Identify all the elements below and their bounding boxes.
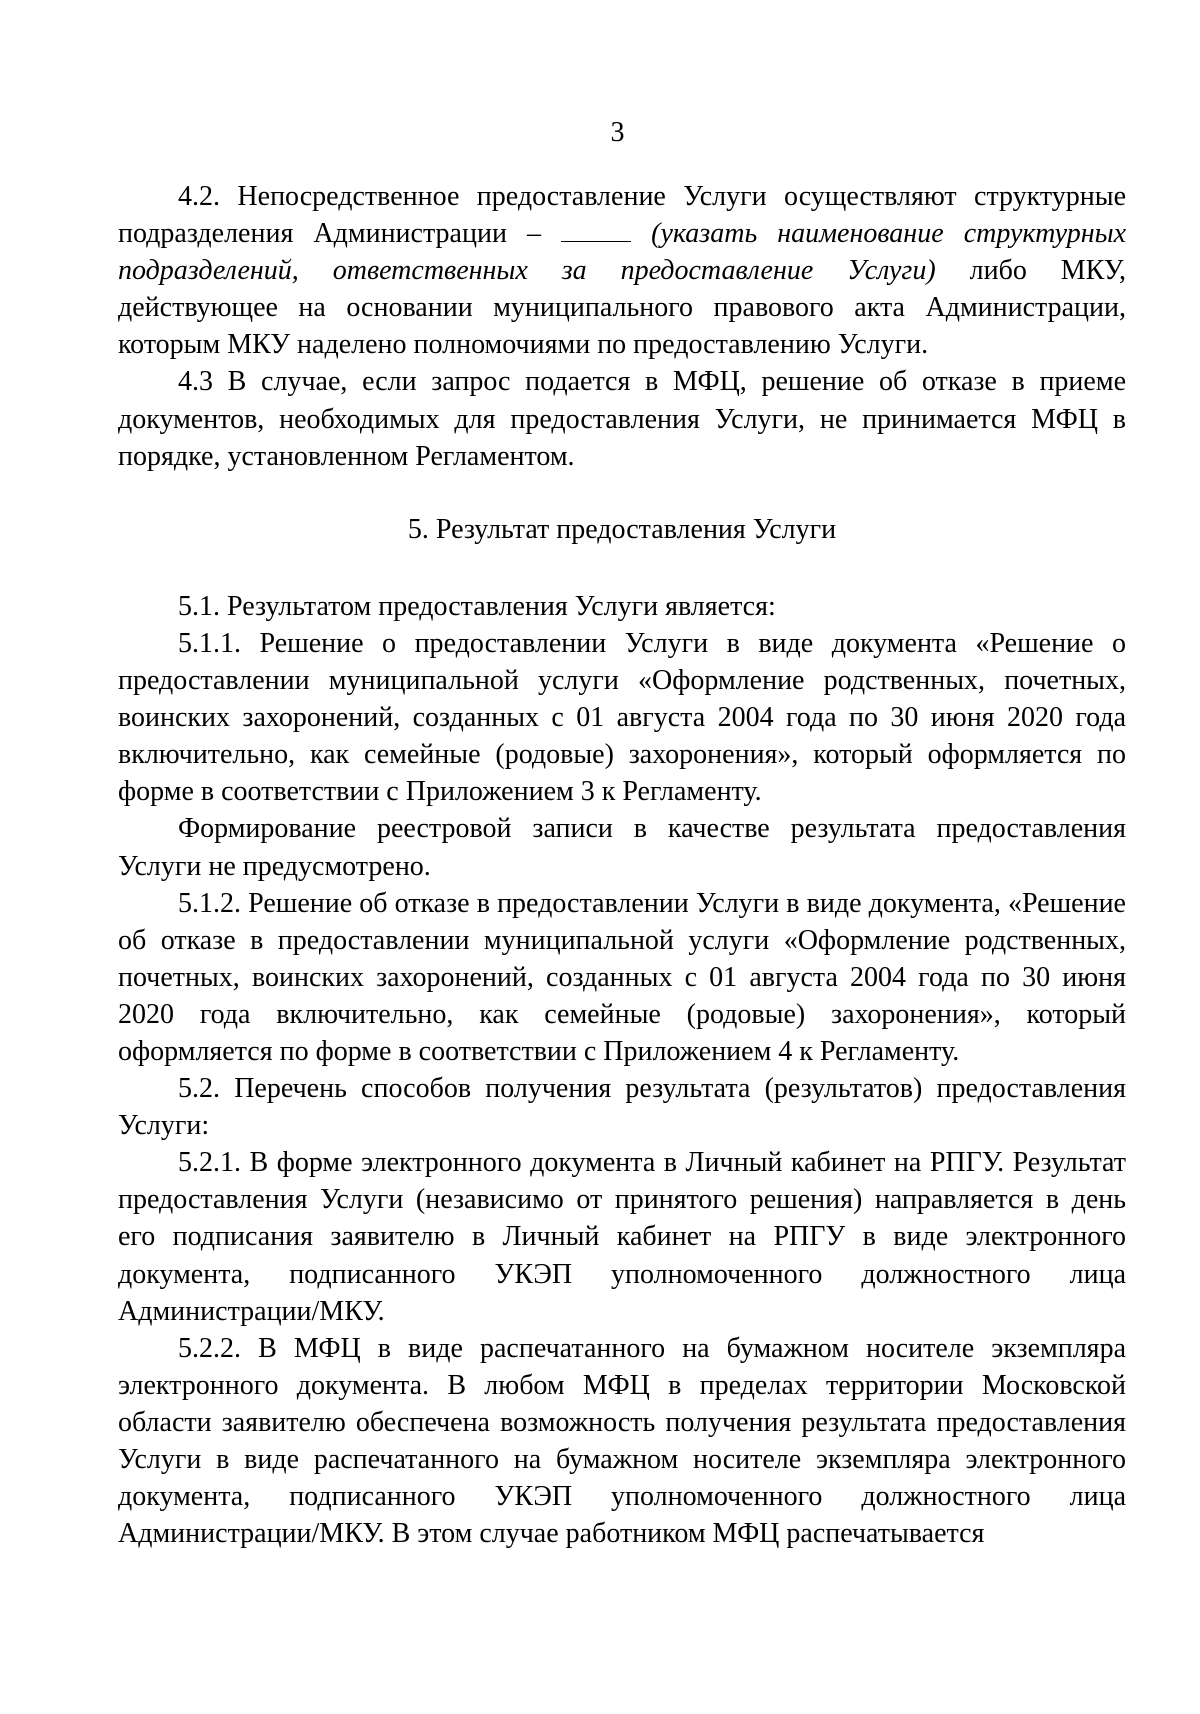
paragraph-5-1-1: 5.1.1. Решение о предоставлении Услуги в виде документа «Решение о предоставлении муниципальной услуги «Оформление родственных, почетных, воинских захоронений, созданных с 01 августа 2004 года по 30 июня 2020 года включительно, как семейные (родовые) захоронения», который оформляется по форме в соответствии с Приложением 3 к Регламенту. xyxy=(118,627,1126,808)
paragraph-4-3: 4.3 В случае, если запрос подается в МФЦ, решение об отказе в приеме документов, необходимых для предоставления Услуги, не принимается МФЦ в порядке, установленном Регламентом. xyxy=(118,366,1126,472)
blank-field-line xyxy=(561,219,631,242)
paragraph-5-2-1: 5.2.1. В форме электронного документа в Личный кабинет на РПГУ. Результат предоставления Услуги (независимо от принятого решения) направляется в день его подписания заявителю в Личный кабинет на РПГУ в виде электронного документа, подписанного УКЭП уполномоченного должностного лица Администрации/МКУ. xyxy=(118,1147,1126,1327)
paragraph-4-2-start: 4.2. Непосредственное предоставление Услуги осуществляют структурные подразделения Администрации – xyxy=(118,181,1126,250)
paragraph-4-2-end: либо МКУ, действующее на основании муниципального правового акта Администрации, которым МКУ наделено полномочиями по предоставлению Услуги. xyxy=(118,255,1127,361)
paragraph-5-1-2: 5.1.2. Решение об отказе в предоставлении Услуги в виде документа, «Решение об отказе в предоставлении муниципальной услуги «Оформление родственных, почетных, воинских захоронений, созданных с 01 августа 2004 года по 30 июня 2020 года включительно, как семейные (родовые) захоронения», который оформляется по форме в соответствии с Приложением 4 к Регламенту. xyxy=(118,887,1126,1067)
paragraph-5-1: 5.1. Результатом предоставления Услуги является: xyxy=(178,590,776,622)
paragraph-registry-note: Формирование реестровой записи в качестве результата предоставления Услуги не предусмотрено. xyxy=(118,813,1126,882)
section-heading-5: 5. Результат предоставления Услуги xyxy=(407,513,837,545)
paragraph-4-2-italic-note: (указать наименование структурных подразделений, ответственных за предоставление Услуги) xyxy=(118,218,1126,287)
paragraph-4-2 xyxy=(118,178,1126,363)
document-body xyxy=(118,178,1126,1552)
page-number: 3 xyxy=(610,117,625,148)
paragraph-5-2-2: 5.2.2. В МФЦ в виде распечатанного на бумажном носителе экземпляра электронного документа. В любом МФЦ в пределах территории Московской области заявителю обеспечена возможность получения результата предоставления Услуги в виде распечатанного на бумажном носителе экземпляра электронного документа, подписанного УКЭП уполномоченного должностного лица Администрации/МКУ. В этом случае работником МФЦ распечатывается xyxy=(118,1332,1126,1550)
paragraph-5-2: 5.2. Перечень способов получения результата (результатов) предоставления Услуги: xyxy=(118,1073,1126,1142)
